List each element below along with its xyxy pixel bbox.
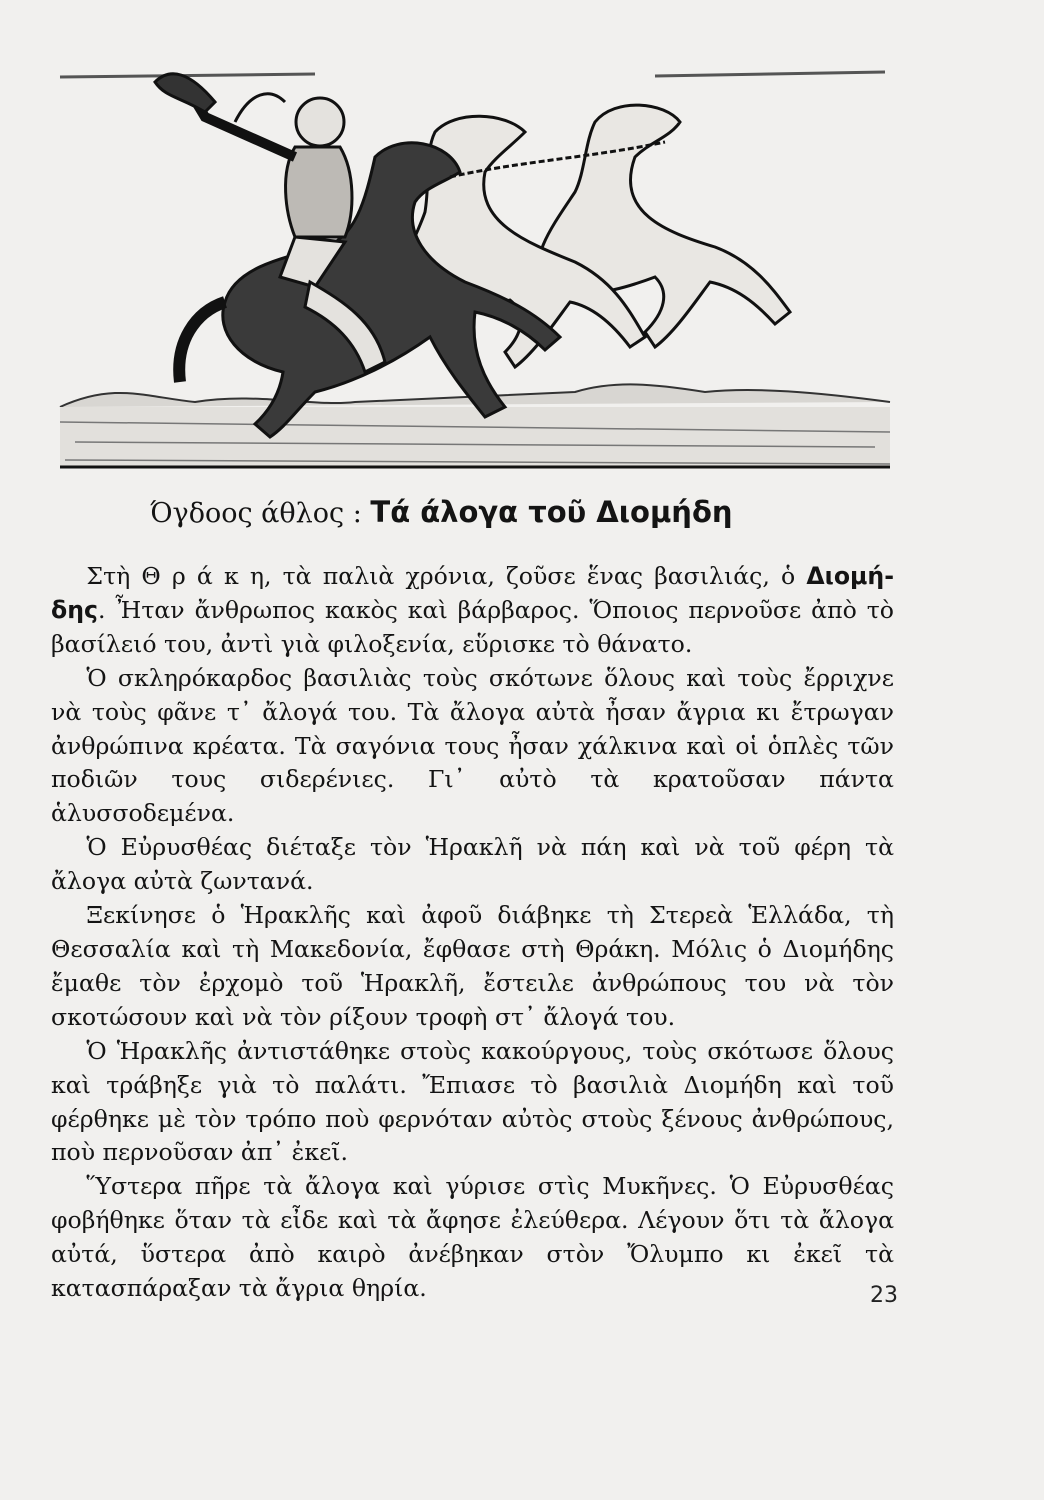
paragraph-text: Ὁ Εὐρυσθέας διέταξε τὸν Ἡρακλῆ νὰ πάη καὶ νὰ τοῦ φέρη τὰ ἄλογα αὐτὰ ζωντανά. [51,833,894,896]
title-label: Όγδοος άθλος : [150,498,362,529]
paragraph-text-bold: Διομή-δης [51,562,894,624]
paragraph-3 [51,831,894,899]
paragraph-6 [51,1170,894,1306]
page-number: 23 [870,1283,898,1308]
paragraph-text: Ξεκίνησε ὁ Ἡρακλῆς καὶ ἀφοῦ διάβηκε τὴ Στερεὰ Ἑλλάδα, τὴ Θεσσαλία καὶ τὴ Μακεδονία, ἔφθασε στὴ Θράκη. Μόλις ὁ Διομήδης ἔμαθε τὸν ἐρχομὸ τοῦ Ἡρακλῆ, ἔστειλε ἀνθρώπους του νὰ τὸν σκοτώσουν καὶ νὰ τὸν ρίξουν τροφὴ στ᾽ ἄλογά του. [51,901,894,1031]
paragraph-1 [51,560,894,662]
paragraph-2 [51,662,894,832]
chapter-title [150,492,900,534]
paragraph-text: . Ἦταν ἄνθρωπος κακὸς καὶ βάρβαρος. Ὅποιος περνοῦσε ἀπὸ τὸ βασίλειό του, ἀντὶ γιὰ φιλοξενία, εὕρισκε τὸ θάνατο. [51,595,894,658]
illustration-hercules-horses [55,62,895,482]
paragraph-text: Στὴ Θ ρ ά κ η, τὰ παλιὰ χρόνια, ζοῦσε ἕνας βασιλιάς, ὁ [86,562,807,590]
paragraph-4 [51,899,894,1035]
paragraph-text: Ὕστερα πῆρε τὰ ἄλογα καὶ γύρισε στὶς Μυκῆνες. Ὁ Εὐρυσθέας φοβήθηκε ὅταν τὰ εἶδε καὶ τὰ ἄφησε ἐλεύθερα. Λέγουν ὅτι τὰ ἄλογα αὐτά, ὕστερα ἀπὸ καιρὸ ἀνέβηκαν στὸν Ὄλυμπο κι ἐκεῖ τὰ κατασπάραξαν τὰ ἄγρια θηρία. [51,1172,894,1303]
title-main: Τά άλογα τοῦ Διομήδη [370,495,733,529]
hercules-with-horses-icon [55,62,895,482]
body-text [51,560,894,1306]
paragraph-5 [51,1035,894,1171]
paragraph-text: Ὁ Ἡρακλῆς ἀντιστάθηκε στοὺς κακούργους, τοὺς σκότωσε ὅλους καὶ τράβηξε γιὰ τὸ παλάτι. Ἔπιασε τὸ βασιλιὰ Διομήδη καὶ τοῦ φέρθηκε μὲ τὸν τρόπο ποὺ φερνόταν αὐτὸς στοὺς ξένους ἀνθρώπους, ποὺ περνοῦσαν ἀπ᾽ ἐκεῖ. [51,1036,894,1167]
paragraph-text: Ὁ σκληρόκαρδος βασιλιὰς τοὺς σκότωνε ὅλους καὶ τοὺς ἔρριχνε νὰ τοὺς φᾶνε τ᾽ ἄλογά του. Τὰ ἄλογα αὐτὰ ἦσαν ἄγρια κι ἔτρωγαν ἀνθρώπινα κρέατα. Τὰ σαγόνια τους ἦσαν χάλκινα καὶ οἱ ὁπλὲς τῶν ποδιῶν τους σιδερένιες. Γι᾽ αὐτὸ τὰ κρατοῦσαν πάντα ἁλυσσοδεμένα. [51,663,894,828]
